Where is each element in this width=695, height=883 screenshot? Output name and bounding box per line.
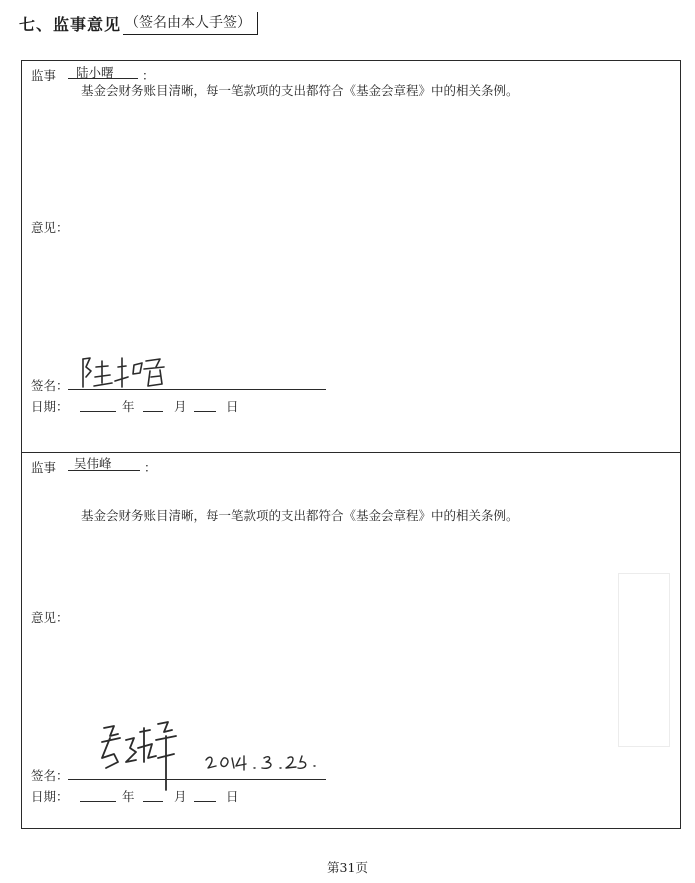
supervisor-colon: ：: [144, 460, 157, 475]
month-blank: [143, 411, 163, 412]
day-blank: [194, 801, 216, 802]
year-blank: [80, 411, 116, 412]
supervisor-name-underline: [68, 470, 140, 471]
opinion-label: 意见：: [31, 220, 69, 235]
month-label: 月: [174, 789, 187, 804]
year-blank: [80, 801, 116, 802]
month-label: 月: [174, 399, 187, 414]
date-label: 日期：: [31, 399, 69, 414]
section-subtitle: （签名由本人手签）: [123, 12, 258, 35]
opinion-statement: 基金会财务账目清晰，每一笔款项的支出都符合《基金会章程》中的相关条例。: [81, 508, 519, 523]
signature-label: 签名：: [31, 378, 69, 393]
date-label: 日期：: [31, 789, 69, 804]
year-label: 年: [122, 399, 135, 414]
opinion-statement: 基金会财务账目清晰，每一笔款项的支出都符合《基金会章程》中的相关条例。: [81, 83, 519, 98]
handwritten-signature: [78, 353, 174, 393]
section-header: [19, 12, 258, 35]
supervisor-name: 陆小曙: [76, 65, 114, 80]
supervisor-colon: ：: [142, 68, 155, 83]
supervisor-name-underline: [68, 78, 138, 79]
supervisor-name: 吴伟峰: [74, 456, 112, 471]
supervisor-opinion-box-1: [21, 60, 681, 453]
supervisor-opinion-box-2: [21, 452, 681, 829]
page-number: 第31页: [327, 860, 368, 875]
bleed-through-mark: [618, 573, 670, 747]
day-blank: [194, 411, 216, 412]
year-label: 年: [122, 789, 135, 804]
opinion-label: 意见：: [31, 610, 69, 625]
day-label: 日: [226, 399, 239, 414]
signature-label: 签名：: [31, 768, 69, 783]
section-title: 七、监事意见: [19, 15, 122, 34]
supervisor-label: 监事: [31, 460, 57, 475]
handwritten-date: [204, 750, 324, 774]
supervisor-label: 监事: [31, 68, 57, 83]
day-label: 日: [226, 789, 239, 804]
month-blank: [143, 801, 163, 802]
handwritten-signature: [96, 718, 192, 798]
